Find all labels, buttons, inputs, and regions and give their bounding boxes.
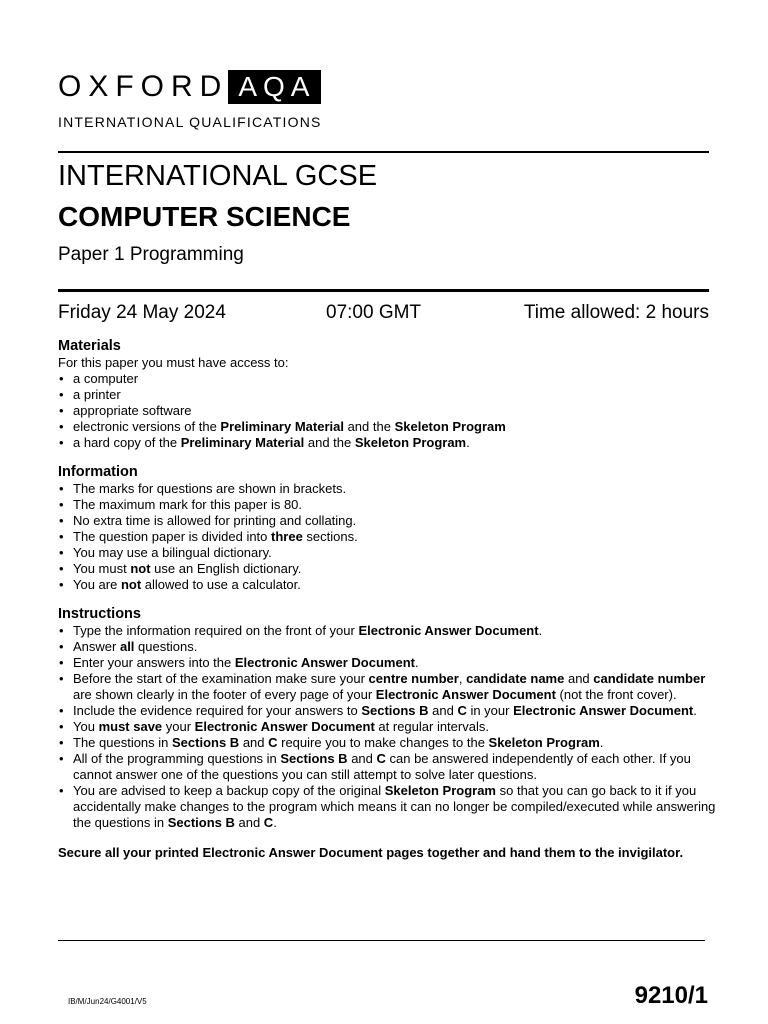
section-heading: Materials: [58, 338, 121, 354]
emphasis-text: C: [268, 735, 278, 750]
body-text: electronic versions of the: [73, 419, 221, 434]
list-item: [58, 671, 718, 703]
body-text: You must: [73, 561, 131, 576]
emphasis-text: Sections B: [361, 703, 429, 718]
list-item: [58, 387, 718, 403]
list-item: [58, 481, 718, 497]
emphasis-text: C: [263, 815, 274, 830]
body-text: .: [414, 655, 419, 670]
section-instructions: [58, 605, 718, 831]
title-divider: [58, 289, 709, 292]
body-text: .: [538, 623, 543, 638]
list-item: [58, 513, 718, 529]
body-text: questions.: [134, 639, 198, 654]
exam-time: 07:00 GMT: [326, 302, 422, 323]
body-text: No extra time is allowed for printing and collating.: [73, 513, 357, 528]
top-divider: [58, 151, 709, 153]
bullet-list: [58, 623, 718, 831]
bullet-list: [58, 481, 718, 593]
body-text: are shown clearly in the footer of every page of your: [73, 687, 376, 702]
emphasis-text: candidate number: [593, 671, 706, 686]
body-text: You may use a bilingual dictionary.: [73, 545, 272, 560]
emphasis-text: candidate name: [466, 671, 565, 686]
body-text: .: [693, 703, 697, 718]
emphasis-text: must save: [98, 719, 163, 734]
logo-oxford-text: OXFORD: [58, 70, 229, 103]
body-text: ,: [458, 671, 467, 686]
emphasis-text: Electronic Answer Document: [234, 655, 415, 670]
body-text: so that you can go back to it if you accidentally make changes to the program which means it can no longer be compiled/executed while answering the questions in: [73, 783, 716, 830]
body-text: your: [162, 719, 195, 734]
list-item: [58, 703, 718, 719]
paper-code: 9210/1: [634, 982, 708, 1009]
body-text: and: [234, 815, 264, 830]
oxford-aqa-logo: [58, 70, 321, 104]
body-text: and: [347, 751, 377, 766]
instructions-content: [58, 337, 718, 861]
emphasis-text: C: [457, 703, 467, 718]
body-text: You are advised to keep a backup copy of the original: [73, 783, 385, 798]
body-text: You are: [73, 577, 121, 592]
body-text: a computer: [73, 371, 139, 386]
list-item: [58, 577, 718, 593]
body-text: allowed to use a calculator.: [141, 577, 301, 592]
list-item: [58, 751, 718, 783]
body-text: The question paper is divided into: [73, 529, 272, 544]
list-item: [58, 623, 718, 639]
emphasis-text: C: [376, 751, 386, 766]
section-information: [58, 463, 718, 593]
body-text: in your: [466, 703, 514, 718]
body-text: a hard copy of the: [73, 435, 181, 450]
list-item: [58, 371, 718, 387]
list-item: [58, 403, 718, 419]
emphasis-text: Electronic Answer Document: [358, 623, 539, 638]
body-text: use an English dictionary.: [150, 561, 302, 576]
emphasis-text: centre number: [368, 671, 459, 686]
emphasis-text: Sections B: [167, 815, 235, 830]
section-lead-text: For this paper you must have access to:: [58, 355, 289, 370]
emphasis-text: not: [120, 577, 142, 592]
body-text: and: [564, 671, 594, 686]
list-item: [58, 655, 718, 671]
section-heading: Information: [58, 464, 138, 480]
emphasis-text: Electronic Answer Document: [375, 687, 556, 702]
body-text: (not the front cover).: [555, 687, 677, 702]
body-text: sections.: [302, 529, 358, 544]
closing-instruction: Secure all your printed Electronic Answer Document pages together and hand them to the invigilator.: [58, 845, 684, 860]
list-item: [58, 783, 718, 831]
body-text: require you to make changes to the: [277, 735, 489, 750]
emphasis-text: Skeleton Program: [384, 783, 496, 798]
body-text: at regular intervals.: [374, 719, 489, 734]
paper-title: Paper 1 Programming: [58, 244, 244, 265]
logo-subtitle: INTERNATIONAL QUALIFICATIONS: [58, 114, 322, 130]
exam-duration: Time allowed: 2 hours: [523, 302, 709, 323]
body-text: Include the evidence required for your answers to: [73, 703, 362, 718]
footer-divider: [58, 940, 705, 941]
body-text: The maximum mark for this paper is 80.: [73, 497, 303, 512]
exam-details: [58, 302, 709, 326]
body-text: .: [599, 735, 604, 750]
section-heading: Instructions: [58, 606, 141, 622]
list-item: [58, 545, 718, 561]
list-item: [58, 419, 718, 435]
emphasis-text: Preliminary Material: [220, 419, 344, 434]
emphasis-text: not: [130, 561, 151, 576]
body-text: Before the start of the examination make sure your: [73, 671, 369, 686]
list-item: [58, 435, 718, 451]
document-reference: IB/M/Jun24/G4001/V5: [68, 997, 147, 1006]
body-text: can be answered independently of each other. If you cannot answer one of the questions you can still attempt to solve later questions.: [73, 751, 691, 782]
body-text: a printer: [73, 387, 121, 402]
emphasis-text: Sections B: [172, 735, 240, 750]
body-text: and the: [343, 419, 395, 434]
body-text: Answer: [73, 639, 120, 654]
emphasis-text: Preliminary Material: [180, 435, 305, 450]
bullet-list: [58, 371, 718, 451]
emphasis-text: Skeleton Program: [354, 435, 467, 450]
emphasis-text: three: [271, 529, 303, 544]
body-text: .: [273, 815, 277, 830]
list-item: [58, 719, 718, 735]
body-text: and the: [304, 435, 355, 450]
body-text: Enter your answers into the: [73, 655, 235, 670]
exam-date: Friday 24 May 2024: [58, 302, 226, 323]
logo-aqa-text: AQA: [228, 70, 321, 104]
list-item: [58, 497, 718, 513]
emphasis-text: Skeleton Program: [488, 735, 600, 750]
list-item: [58, 735, 718, 751]
subject-title: COMPUTER SCIENCE: [58, 201, 351, 232]
body-text: Type the information required on the front of your: [73, 623, 359, 638]
list-item: [58, 529, 718, 545]
qualification-title: INTERNATIONAL GCSE: [58, 160, 378, 192]
body-text: appropriate software: [73, 403, 192, 418]
emphasis-text: Skeleton Program: [394, 419, 506, 434]
emphasis-text: all: [119, 639, 135, 654]
list-item: [58, 561, 718, 577]
body-text: The questions in: [73, 735, 173, 750]
emphasis-text: Sections B: [280, 751, 348, 766]
body-text: and: [239, 735, 269, 750]
body-text: .: [466, 435, 470, 450]
body-text: The marks for questions are shown in brackets.: [73, 481, 347, 496]
emphasis-text: Electronic Answer Document: [513, 703, 694, 718]
section-materials: [58, 337, 718, 451]
sections-container: [58, 337, 718, 831]
list-item: [58, 639, 718, 655]
emphasis-text: Electronic Answer Document: [194, 719, 375, 734]
body-text: All of the programming questions in: [73, 751, 281, 766]
body-text: and: [428, 703, 458, 718]
body-text: You: [73, 719, 99, 734]
